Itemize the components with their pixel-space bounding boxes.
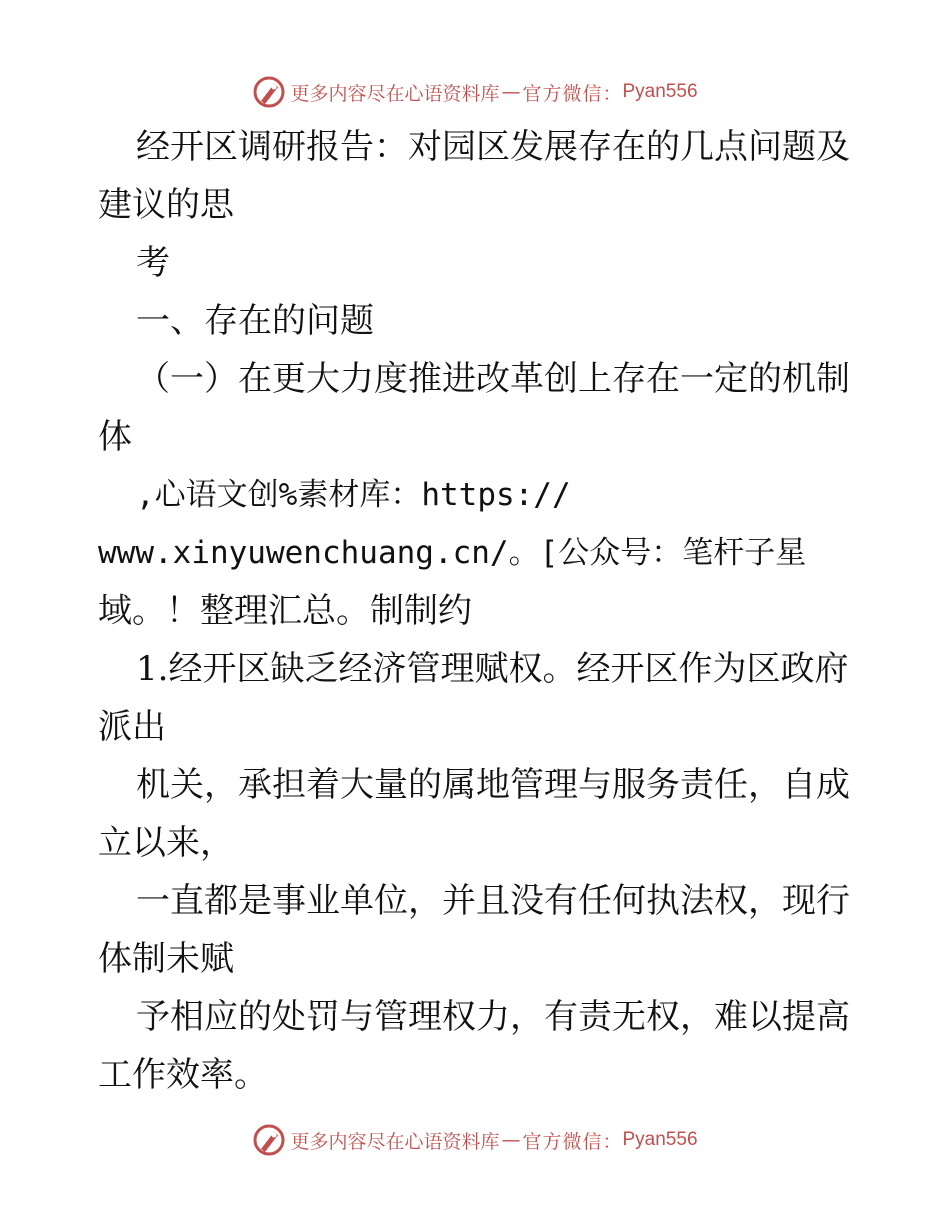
paragraph-line: 机关，承担着大量的属地管理与服务责任，自成 — [136, 765, 850, 805]
source-note-line-1: ,心语文创%素材库：https:// — [136, 477, 571, 513]
source-note-line-3: 域。！整理汇总。制制约 — [98, 591, 472, 631]
footer-banner — [0, 1120, 950, 1160]
paragraph-line: 工作效率。 — [98, 1055, 268, 1095]
header-brand-text: 更多内容尽在心语资料库 — [290, 82, 500, 105]
doc-title-line-2: 建议的思 — [98, 185, 234, 225]
header-dash: — — [501, 81, 521, 103]
pen-logo-icon — [252, 1123, 286, 1157]
subsection-heading-line-1: （一）在更大力度推进改革创上存在一定的机制 — [136, 359, 850, 399]
paragraph-line: 立以来， — [98, 823, 234, 863]
document-body — [98, 118, 858, 1104]
footer-dash: — — [501, 1129, 521, 1151]
header-banner — [0, 72, 950, 112]
source-note-line-2: www.xinyuwenchuang.cn/。[公众号：笔杆子星 — [98, 535, 807, 571]
section-heading: 一、存在的问题 — [136, 301, 374, 341]
subsection-heading-line-2: 体 — [98, 417, 132, 457]
paragraph-line: 予相应的处罚与管理权力，有责无权，难以提高 — [136, 997, 850, 1037]
paragraph-line: 派出 — [98, 707, 166, 747]
pen-logo-icon — [252, 75, 286, 109]
footer-wechat-id: Pyan556 — [622, 1129, 698, 1150]
footer-official-text: 官方微信： — [522, 1130, 623, 1153]
doc-title-line-1: 经开区调研报告：对园区发展存在的几点问题及 — [136, 127, 850, 167]
paragraph-line: 体制未赋 — [98, 939, 234, 979]
paragraph-line: 1.经开区缺乏经济管理赋权。经开区作为区政府 — [136, 649, 849, 689]
paragraph-line: 一直都是事业单位，并且没有任何执法权，现行 — [136, 881, 850, 921]
footer-brand-text: 更多内容尽在心语资料库 — [290, 1130, 500, 1153]
header-official-text: 官方微信： — [522, 82, 623, 105]
header-wechat-id: Pyan556 — [622, 81, 698, 102]
doc-title-line-3: 考 — [136, 243, 170, 283]
